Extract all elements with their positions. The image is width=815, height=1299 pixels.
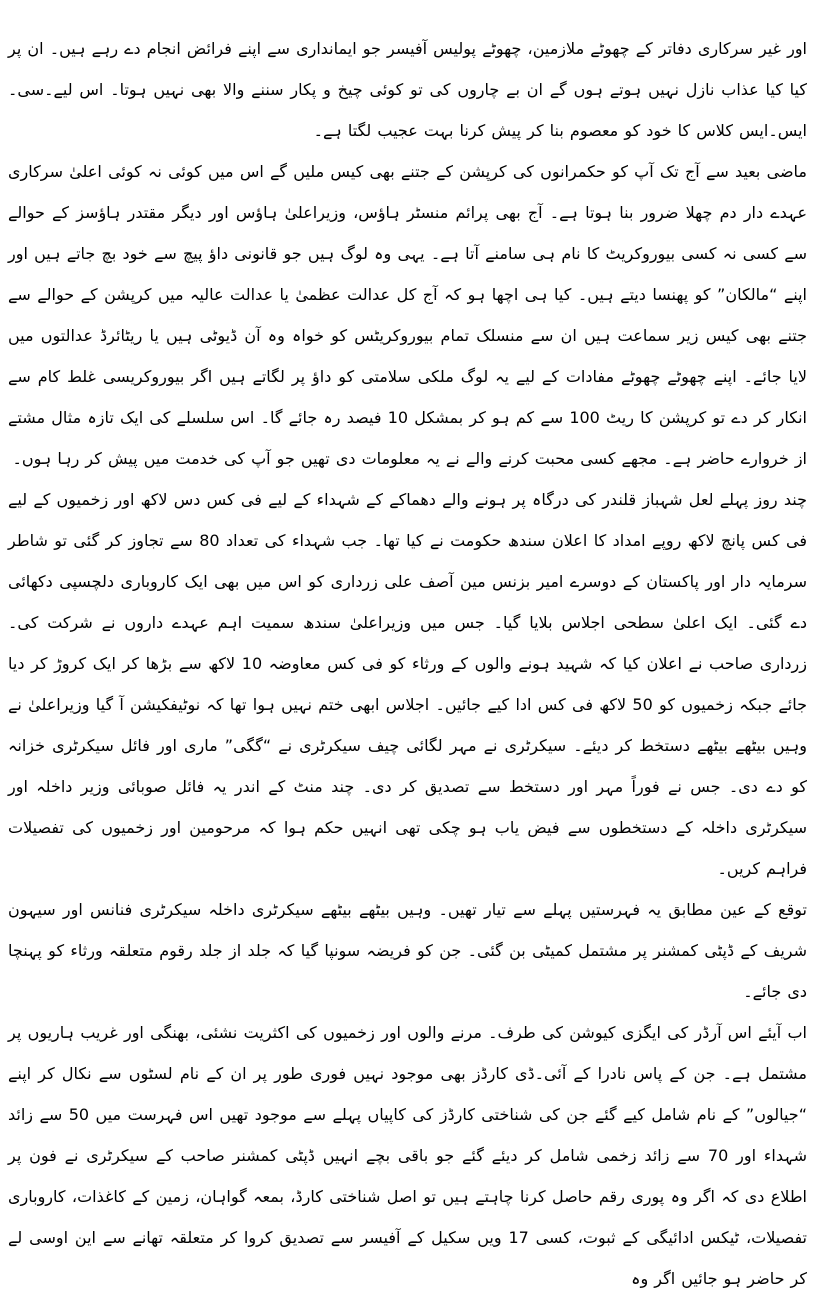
article-paragraph-5: اب آیئے اس آرڈر کی ایگزی کیوشن کی طرف۔ مرنے والوں اور زخمیوں کی اکثریت نشئی، بھنگی اور غریب ہاریوں پر مشتمل ہے۔ جن کے پاس نادرا کے آئی۔ڈی کارڈز بھی موجود نہیں فوری طور پر ان کے نام لسٹوں سے نکال کر اپنے “جیالوں” کے نام شامل کیے گئے جن کی شناختی کارڈز کی کاپیاں پہلے سے موجود تھیں اس فہرست میں 50 سے زائد شہداء اور 70 سے زائد زخمی شامل کر دیئے گئے جو باقی بچے انہیں ڈپٹی کمشنر صاحب کے سیکرٹری نے فون پر اطلاع دی کہ اگر وہ پوری رقم حاصل کرنا چاہتے ہیں تو اصل شناختی کارڈ، بمعہ گواہان، زمین کے کاغذات، کاروباری تفصیلات، ٹیکس ادائیگی کے ثبوت، کسی 17 ویں سکیل کے آفیسر سے تصدیق کروا کر متعلقہ تھانے سے این اوسی لے کر حاضر ہو جائیں اگر وہ — [8, 1023, 808, 1288]
article-paragraph-4: توقع کے عین مطابق یہ فہرستیں پہلے سے تیار تھیں۔ وہیں بیٹھے بیٹھے سیکرٹری داخلہ سیکرٹری فنانس اور سیہون شریف کے ڈپٹی کمشنر پر مشتمل کمیٹی بن گئی۔ جن کو فریضہ سونپا گیا کہ جلد از جلد رقوم متعلقہ ورثاء کو پہنچا دی جائے۔ — [8, 900, 808, 1001]
article-paragraph-1: اور غیر سرکاری دفاتر کے چھوٹے ملازمین، چھوٹے پولیس آفیسر جو ایمانداری سے اپنے فرائض انجام دے رہے ہیں۔ ان پر کیا کیا عذاب نازل نہیں ہوتے ہوں گے ان بے چاروں کی تو کوئی چیخ و پکار سننے والا بھی نہیں ہوتا۔ اس لیے۔سی۔ایس۔ایس کلاس کا خود کو معصوم بنا کر پیش کرنا بہت عجیب لگتا ہے۔ — [8, 39, 807, 140]
article-paragraph-2: ماضی بعید سے آج تک آپ کو حکمرانوں کی کرپشن کے جتنے بھی کیس ملیں گے اس میں کوئی نہ کوئی اعلیٰ سرکاری عہدے دار دم چھلا ضرور بنا ہوتا ہے۔ آج بھی پرائم منسٹر ہاؤس، وزیراعلیٰ ہاؤس اور دیگر مقتدر ہاؤسز کے حوالے سے کسی نہ کسی بیوروکریٹ کا نام ہی سامنے آتا ہے۔ یہی وہ لوگ ہیں جو قانونی داؤ پیچ سے خود بچ جاتے ہیں اور اپنے “مالکان” کو پھنسا دیتے ہیں۔ کیا ہی اچھا ہو کہ آج کل عدالت عظمیٰ یا عدالت عالیہ میں کرپشن کے حوالے سے جتنے بھی کیس زیر سماعت ہیں ان سے منسلک تمام بیوروکریٹس کو خواہ وہ آن ڈیوٹی ہیں یا ریٹائرڈ عدالتوں میں لایا جائے۔ اپنے چھوٹے چھوٹے مفادات کے لیے یہ لوگ ملکی سلامتی کو داؤ پر لگاتے ہیں اگر بیوروکریسی غلط کام سے انکار کر دے تو کرپشن کا ریٹ 100 سے کم ہو کر بمشکل 10 فیصد رہ جائے گا۔ اس سلسلے کی ایک تازہ مثال مشتے از خروارے حاضر ہے۔ مجھے کسی محبت کرنے والے نے یہ معلومات دی تھیں جو آپ کی خدمت میں پیش کر رہا ہوں۔ — [8, 162, 807, 468]
article-paragraph-3: چند روز پہلے لعل شہباز قلندر کی درگاہ پر ہونے والے دھماکے کے شہداء کے لیے فی کس دس لاکھ اور زخمیوں کے لیے فی کس پانچ لاکھ روپے امداد کا اعلان سندھ حکومت نے کیا تھا۔ جب شہداء کی تعداد 80 سے تجاوز کر گئی تو شاطر سرمایہ دار اور پاکستان کے دوسرے امیر بزنس مین آصف علی زرداری کو اس میں بھی ایک کاروباری دلچسپی دکھائی دے گئی۔ ایک اعلیٰ سطحی اجلاس بلایا گیا۔ جس میں وزیراعلیٰ سندھ سمیت اہم عہدے داروں نے شرکت کی۔ زرداری صاحب نے اعلان کیا کہ شہید ہونے والوں کے ورثاء کو فی کس معاوضہ 10 لاکھ سے بڑھا کر ایک کروڑ کر دیا جائے جبکہ زخمیوں کو 50 لاکھ فی کس ادا کیے جائیں۔ اجلاس ابھی ختم نہیں ہوا تھا کہ نوٹیفکیشن آ گیا وزیراعلیٰ نے وہیں بیٹھے بیٹھے دستخط کر دیئے۔ سیکرٹری نے مہر لگائی چیف سیکرٹری نے “گگی” ماری اور فائل سیکرٹری خزانہ کو دے دی۔ جس نے فوراً مہر اور دستخط سے تصدیق کر دی۔ چند منٹ کے اندر یہ فائل صوبائی وزیر داخلہ اور سیکرٹری داخلہ کے دستخطوں سے فیض یاب ہو چکی تھی انہیں حکم ہوا کہ مرحومین اور زخمیوں کی تفصیلات فراہم کریں۔ — [8, 490, 808, 878]
